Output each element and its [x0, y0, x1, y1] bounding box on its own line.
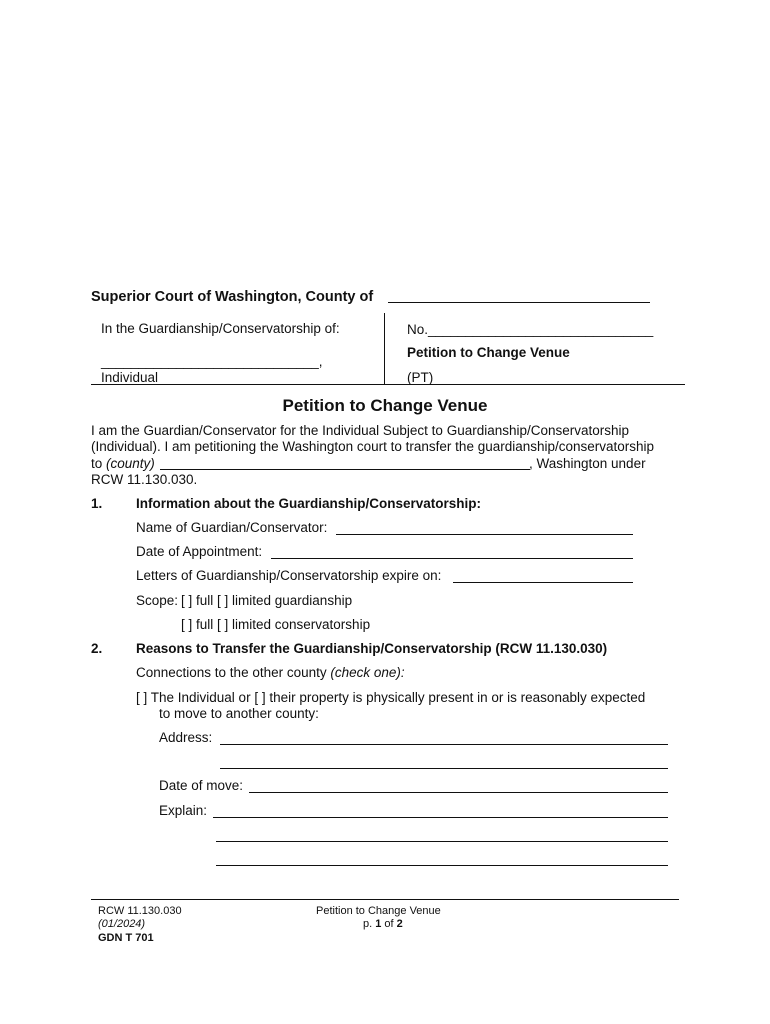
explain-input-1[interactable] — [213, 803, 668, 818]
county-label: (county) — [106, 456, 155, 471]
section-1-heading: Information about the Guardianship/Conservatorship: — [136, 496, 482, 511]
address-input-2[interactable] — [220, 754, 668, 769]
intro-line-3 — [91, 456, 155, 473]
date-of-move-input[interactable] — [249, 778, 668, 793]
individual-name-blank[interactable]: _____________________________, — [101, 354, 323, 369]
explain-input-3[interactable] — [216, 851, 668, 866]
letters-expire-label: Letters of Guardianship/Conservatorship expire on: — [136, 568, 442, 583]
guardian-name-input[interactable] — [336, 520, 633, 535]
page-prefix: p. — [363, 918, 376, 930]
intro-line-1: I am the Guardian/Conservator for the Individual Subject to Guardianship/Conservatorship — [91, 423, 630, 438]
section-2-number: 2. — [91, 641, 103, 656]
connections-label — [136, 665, 405, 681]
page-title: Petition to Change Venue — [282, 396, 488, 415]
letters-expire-input[interactable] — [453, 568, 633, 583]
connections-text: Connections to the other county — [136, 665, 331, 680]
footer-rcw: RCW 11.130.030 — [98, 905, 182, 917]
county-input-line[interactable] — [388, 288, 650, 303]
check-one-note: (check one): — [330, 665, 405, 680]
footer-rule — [91, 899, 679, 900]
page-of: of — [381, 918, 397, 930]
date-of-move-label: Date of move: — [159, 778, 244, 793]
scope-conservatorship-checkboxes[interactable]: [ ] full [ ] limited conservatorship — [181, 617, 371, 632]
caption-doc-code: (PT) — [407, 370, 434, 385]
footer-title: Petition to Change Venue — [316, 905, 441, 917]
matter-label: In the Guardianship/Conservatorship of: — [101, 321, 340, 336]
address-label: Address: — [159, 730, 213, 745]
scope-label: Scope: — [136, 593, 179, 608]
individual-label: Individual — [101, 370, 159, 385]
explain-input-2[interactable] — [216, 827, 668, 842]
page-total: 2 — [396, 918, 403, 930]
present-option-line-2: to move to another county: — [159, 706, 319, 721]
county-transfer-input[interactable] — [160, 455, 530, 470]
caption-doc-title: Petition to Change Venue — [407, 345, 570, 360]
address-input-1[interactable] — [220, 730, 668, 745]
appointment-date-label: Date of Appointment: — [136, 544, 263, 559]
footer-date: (01/2024) — [98, 918, 146, 930]
case-number-field[interactable]: No.______________________________ — [407, 322, 654, 337]
footer-form-code: GDN T 701 — [98, 932, 154, 944]
footer-page-number — [363, 918, 403, 931]
court-heading: Superior Court of Washington, County of — [91, 289, 374, 305]
caption-divider — [384, 313, 385, 384]
section-1-number: 1. — [91, 496, 103, 511]
explain-label: Explain: — [159, 803, 208, 818]
caption-bottom-rule — [91, 384, 685, 385]
intro-line-3-suffix: , Washington under — [529, 456, 646, 471]
intro-line-4: RCW 11.130.030. — [91, 472, 198, 487]
intro-line-3-prefix: to — [91, 456, 107, 471]
appointment-date-input[interactable] — [271, 544, 633, 559]
guardian-name-label: Name of Guardian/Conservator: — [136, 520, 328, 535]
section-2-heading: Reasons to Transfer the Guardianship/Conservatorship (RCW 11.130.030) — [136, 641, 608, 656]
page-current: 1 — [375, 918, 382, 930]
intro-line-2: (Individual). I am petitioning the Washington court to transfer the guardianship/conservatorship — [91, 439, 655, 454]
present-option-checkbox[interactable]: [ ] The Individual or [ ] their property is physically present in or is reasonably expected — [136, 690, 646, 705]
scope-guardianship-checkboxes[interactable]: [ ] full [ ] limited guardianship — [181, 593, 353, 608]
